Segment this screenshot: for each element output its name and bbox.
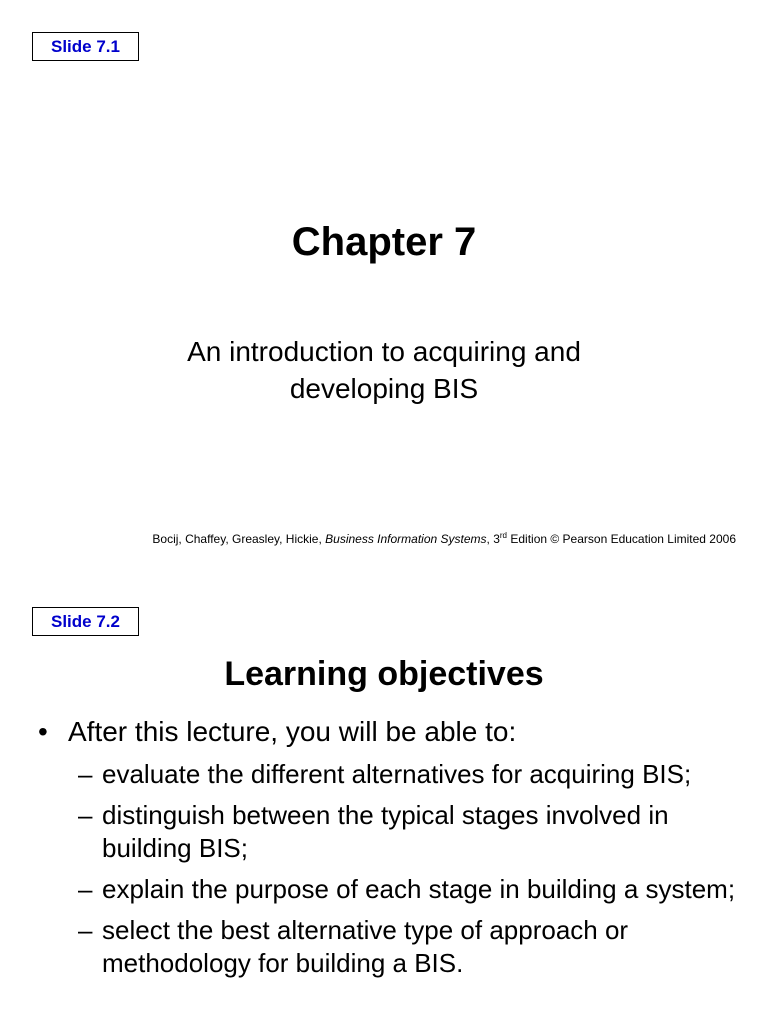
credit-edition-suffix: rd bbox=[499, 531, 508, 540]
intro-text: After this lecture, you will be able to: bbox=[68, 716, 517, 747]
credit-authors: Bocij, Chaffey, Greasley, Hickie, bbox=[152, 532, 326, 546]
subtitle-line: developing BIS bbox=[289, 373, 479, 404]
objective-text: evaluate the different alternatives for acquiring BIS; bbox=[102, 759, 692, 789]
copyright-credit bbox=[152, 531, 736, 547]
objective-item bbox=[78, 758, 758, 791]
slide-7-2 bbox=[0, 590, 768, 1024]
chapter-title: Chapter 7 bbox=[291, 220, 477, 264]
slide-number-badge: Slide 7.1 bbox=[32, 32, 139, 61]
dash-icon: – bbox=[78, 800, 93, 830]
learning-objectives-title: Learning objectives bbox=[224, 655, 544, 693]
objectives-list bbox=[78, 758, 758, 988]
dash-icon: – bbox=[78, 874, 93, 904]
subtitle-line: An introduction to acquiring and bbox=[187, 336, 581, 367]
slide-number-badge: Slide 7.2 bbox=[32, 607, 139, 636]
objective-item bbox=[78, 799, 758, 865]
dash-icon: – bbox=[78, 759, 93, 789]
credit-publisher: Edition © Pearson Education Limited 2006 bbox=[507, 532, 736, 546]
objective-text: explain the purpose of each stage in building a system; bbox=[102, 874, 736, 904]
chapter-subtitle bbox=[0, 333, 768, 407]
objective-text: select the best alternative type of approach or methodology for building a BIS. bbox=[102, 915, 629, 978]
objective-item bbox=[78, 914, 758, 980]
objective-text: distinguish between the typical stages involved in building BIS; bbox=[102, 800, 669, 863]
intro-bullet bbox=[38, 715, 516, 749]
credit-book-title: Business Information Systems bbox=[325, 532, 487, 546]
bullet-icon: • bbox=[38, 716, 48, 747]
credit-edition-number: , 3 bbox=[486, 532, 500, 546]
dash-icon: – bbox=[78, 915, 93, 945]
objective-item bbox=[78, 873, 758, 906]
